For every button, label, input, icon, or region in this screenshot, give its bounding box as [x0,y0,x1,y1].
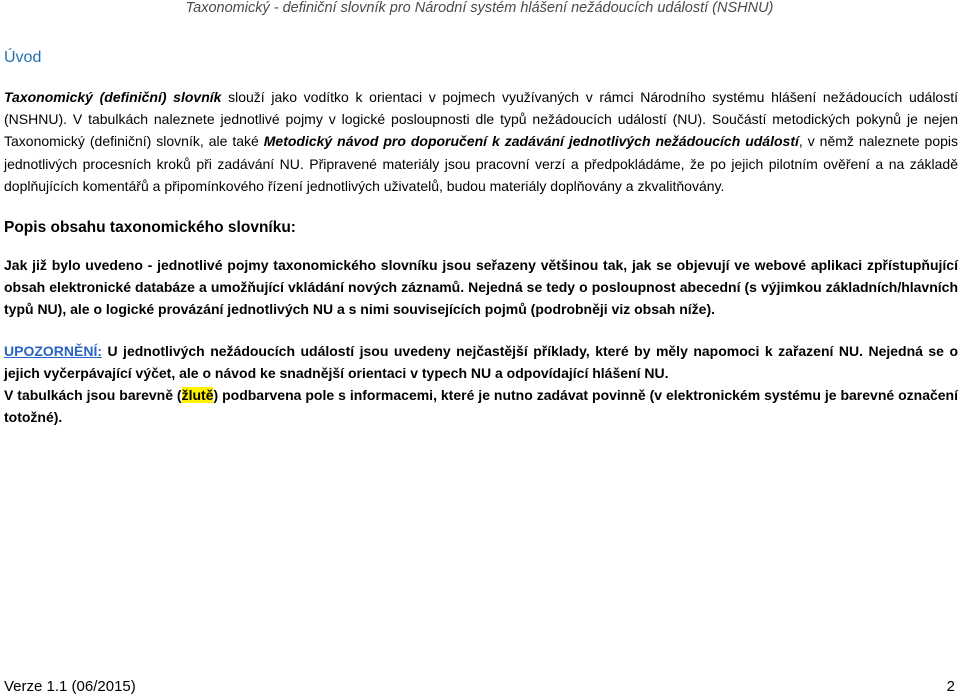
intro-paragraph [4,86,958,197]
warning-label: UPOZORNĚNÍ: [4,343,102,359]
intro-text-b: , v němž naleznete popis jednotlivých procesních kroků při zadávání NU. Připravené materiály jsou pracovní verzí a předpokládáme, že po jejich pilotním ověření a na základě doplňujících komentářů a připomínkového řízení jednotlivých uživatelů, budou materiály doplňovány a zkvalitňovány. [4,133,958,194]
term-taxonomic-dictionary: Taxonomický (definiční) slovník [4,89,222,105]
color-note-paragraph [4,384,958,428]
section-title: Úvod [4,49,42,66]
term-methodical-guide: Metodický návod pro doporučení k zadávání jednotlivých nežádoucích událostí [263,133,799,150]
highlight-word: žlutě [181,387,214,403]
warning-text: U jednotlivých nežádoucích událostí jsou uvedeny nejčastější příklady, které by měly napomoci k zařazení NU. Nejedná se o jejich vyčerpávající výčet, ale o návod ke snadnější orientaci v typech NU a odpovídající hlášení NU. [4,343,958,382]
page-header: Taxonomický - definiční slovník pro Národní systém hlášení nežádoucích událostí (NSHNU) [185,0,774,16]
page-number: 2 [946,678,955,695]
warning-paragraph [4,340,958,384]
content-paragraph: Jak již bylo uvedeno - jednotlivé pojmy taxonomického slovníku jsou seřazeny většinou tak, jak se objevují ve webové aplikaci zpřístupňující obsah elektronické databáze a umožňující vkládání nových záznamů. Nejedná se tedy o posloupnost abecední (s výjimkou základních/hlavních typů NU), ale o logické provázání jednotlivých NU a s nimi souvisejících pojmů (podrobněji viz obsah níže). [4,257,958,318]
footer-version: Verze 1.1 (06/2015) [4,678,136,695]
content-heading: Popis obsahu taxonomického slovníku: [4,219,296,236]
color-note-text-b: ) podbarvena pole s informacemi, které je nutno zadávat povinně (v elektronickém systému je barevné označení totožné). [4,387,959,426]
intro-text-a: slouží jako vodítko k orientaci v pojmech využívaných v rámci Národního systému hlášení nežádoucích událostí (NSHNU). V tabulkách naleznete jednotlivé pojmy v logické posloupnosti dle typů nežádoucích událostí (NU). Součástí metodických pokynů je nejen Taxonomický (definiční) slovník, ale také [4,89,958,150]
color-note-text-a: V tabulkách jsou barevně ( [4,387,182,403]
